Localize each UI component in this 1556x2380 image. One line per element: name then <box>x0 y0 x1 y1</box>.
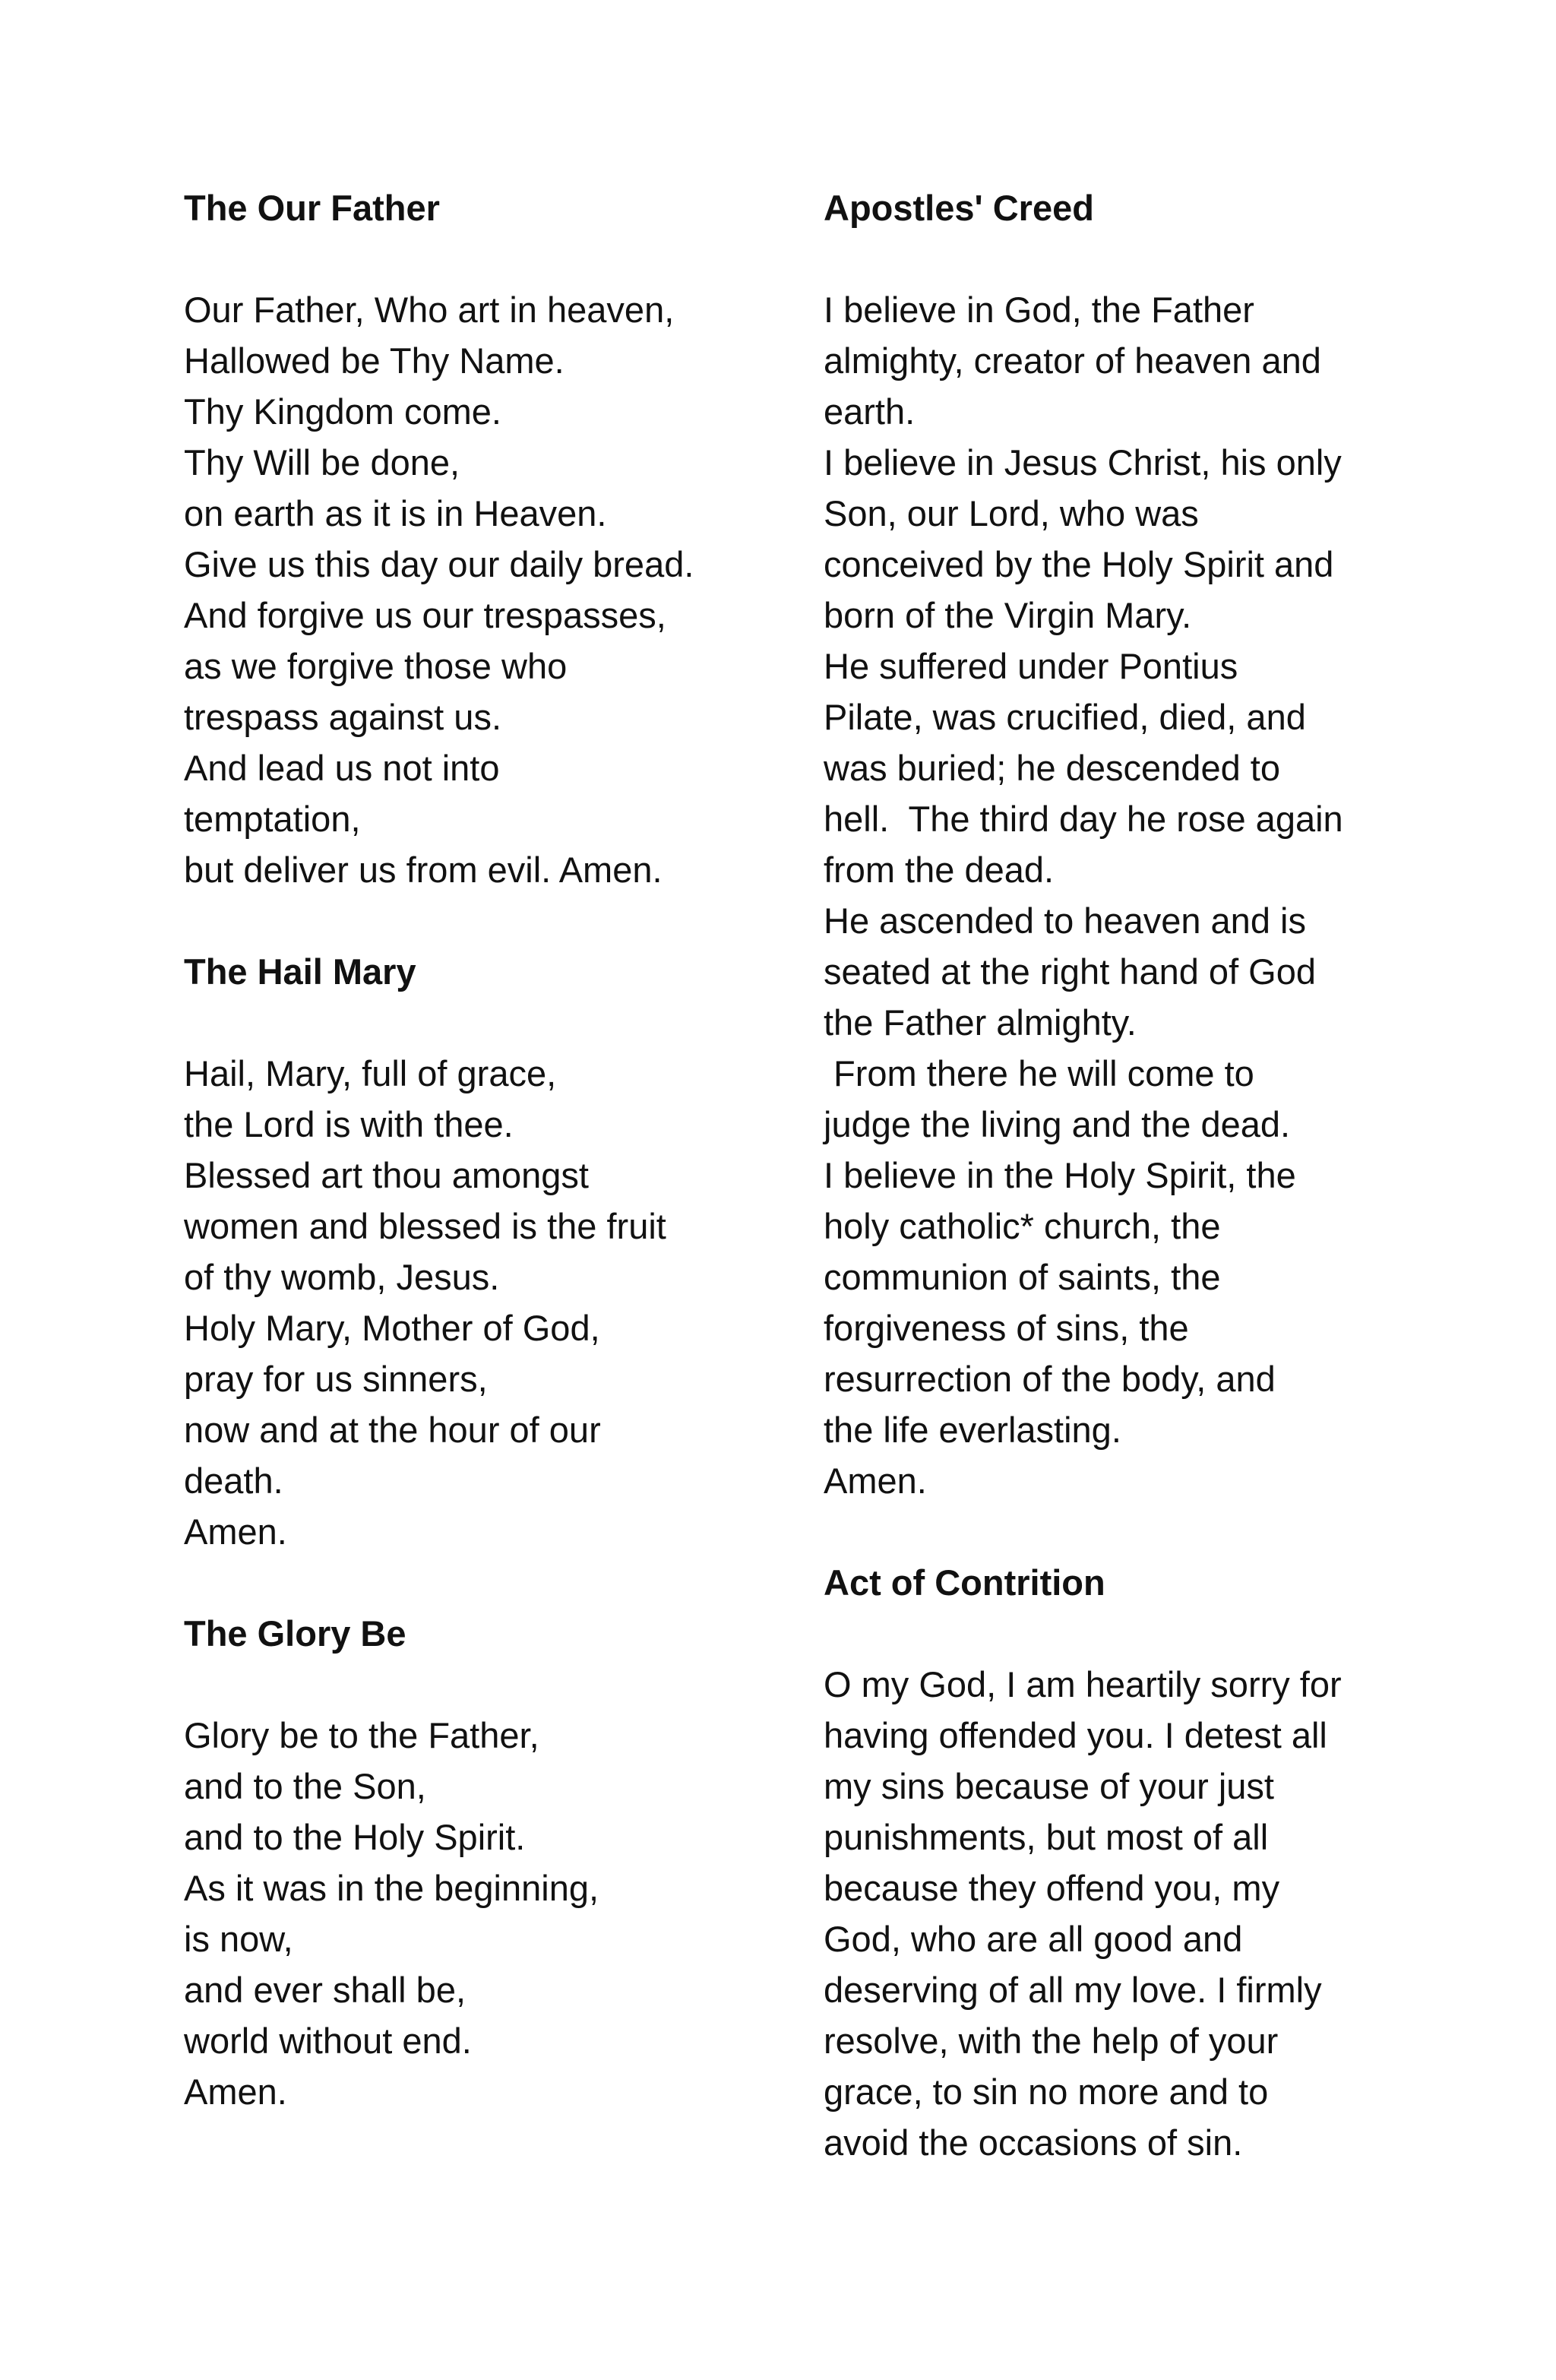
spacer <box>184 895 792 946</box>
prayer-line: from the dead. <box>824 850 1055 890</box>
prayer-line: Blessed art thou amongst <box>184 1155 589 1195</box>
section-title: Apostles' Creed <box>824 188 1094 228</box>
apostles-creed-section <box>824 182 1401 1506</box>
prayer-line: Pilate, was crucified, died, and <box>824 697 1306 737</box>
section-title: The Glory Be <box>184 1613 406 1654</box>
prayer-line: deserving of all my love. I firmly <box>824 1970 1322 2010</box>
act-of-contrition-section <box>824 1557 1401 2168</box>
prayer-line: trespass against us. <box>184 697 501 737</box>
spacer <box>824 233 1401 284</box>
section-title: The Our Father <box>184 188 440 228</box>
prayer-line: I believe in the Holy Spirit, the <box>824 1155 1296 1195</box>
prayer-text <box>184 1710 792 2117</box>
prayer-line: Amen. <box>184 1511 287 1552</box>
prayer-text <box>824 1659 1401 2168</box>
prayer-line: and to the Son, <box>184 1766 426 1806</box>
prayer-line: Son, our Lord, who was <box>824 493 1199 533</box>
prayer-line: seated at the right hand of God <box>824 951 1317 992</box>
spacer <box>184 997 792 1048</box>
prayer-line: of thy womb, Jesus. <box>184 1257 500 1297</box>
prayer-line: He suffered under Pontius <box>824 646 1238 686</box>
prayer-line: I believe in Jesus Christ, his only <box>824 442 1342 483</box>
prayer-line: Glory be to the Father, <box>184 1715 539 1755</box>
prayer-line: O my God, I am heartily sorry for <box>824 1664 1342 1704</box>
prayer-line: the Father almighty. <box>824 1002 1137 1043</box>
prayer-line: avoid the occasions of sin. <box>824 2122 1243 2163</box>
prayer-line: and ever shall be, <box>184 1970 466 2010</box>
prayer-line: pray for us sinners, <box>184 1359 488 1399</box>
prayer-line: God, who are all good and <box>824 1919 1243 1959</box>
prayer-line: women and blessed is the fruit <box>184 1206 666 1246</box>
prayer-line: as we forgive those who <box>184 646 568 686</box>
prayer-line: Hail, Mary, full of grace, <box>184 1053 557 1093</box>
right-column <box>824 182 1401 2168</box>
our-father-section <box>184 182 792 895</box>
prayer-line: Amen. <box>184 2071 287 2112</box>
prayer-line: Holy Mary, Mother of God, <box>184 1308 600 1348</box>
prayer-line: world without end. <box>184 2021 472 2061</box>
spacer <box>184 233 792 284</box>
left-column <box>184 182 792 2117</box>
prayer-line: I believe in God, the Father <box>824 290 1254 330</box>
spacer <box>824 1506 1401 1557</box>
prayer-line: born of the Virgin Mary. <box>824 595 1192 635</box>
prayer-text <box>184 1048 792 1557</box>
prayer-line: Hallowed be Thy Name. <box>184 340 565 381</box>
prayer-line: And lead us not into <box>184 748 500 788</box>
prayer-line: having offended you. I detest all <box>824 1715 1327 1755</box>
prayer-text <box>184 284 792 895</box>
prayer-line: but deliver us from evil. Amen. <box>184 850 663 890</box>
prayer-line: From there he will come to <box>824 1053 1254 1093</box>
hail-mary-section <box>184 946 792 1557</box>
prayer-line: resurrection of the body, and <box>824 1359 1276 1399</box>
section-title: Act of Contrition <box>824 1562 1105 1603</box>
prayer-line: Amen. <box>824 1461 927 1501</box>
prayer-line: Thy Kingdom come. <box>184 391 501 432</box>
spacer <box>184 1557 792 1608</box>
prayer-text <box>824 284 1401 1506</box>
prayer-line: now and at the hour of our <box>184 1410 601 1450</box>
glory-be-section <box>184 1608 792 2117</box>
prayer-line: forgiveness of sins, the <box>824 1308 1189 1348</box>
prayer-line: Thy Will be done, <box>184 442 460 483</box>
prayer-line: the Lord is with thee. <box>184 1104 514 1144</box>
prayer-line: because they offend you, my <box>824 1868 1280 1908</box>
prayer-line: communion of saints, the <box>824 1257 1221 1297</box>
prayer-line: hell. The third day he rose again <box>824 799 1343 839</box>
prayer-line: on earth as it is in Heaven. <box>184 493 607 533</box>
prayer-line: He ascended to heaven and is <box>824 900 1306 941</box>
prayer-line: resolve, with the help of your <box>824 2021 1279 2061</box>
prayer-line: holy catholic* church, the <box>824 1206 1221 1246</box>
prayer-line: temptation, <box>184 799 361 839</box>
section-title: The Hail Mary <box>184 951 416 992</box>
prayer-line: my sins because of your just <box>824 1766 1274 1806</box>
prayer-line: punishments, but most of all <box>824 1817 1269 1857</box>
spacer <box>824 1608 1401 1659</box>
prayer-line: conceived by the Holy Spirit and <box>824 544 1334 584</box>
prayer-line: Give us this day our daily bread. <box>184 544 694 584</box>
prayer-line: the life everlasting. <box>824 1410 1121 1450</box>
prayer-line: earth. <box>824 391 916 432</box>
prayer-line: Our Father, Who art in heaven, <box>184 290 675 330</box>
prayer-line: As it was in the beginning, <box>184 1868 599 1908</box>
spacer <box>184 1659 792 1710</box>
prayer-line: death. <box>184 1461 283 1501</box>
prayer-line: judge the living and the dead. <box>824 1104 1291 1144</box>
prayer-line: almighty, creator of heaven and <box>824 340 1321 381</box>
prayer-line: And forgive us our trespasses, <box>184 595 666 635</box>
prayer-line: is now, <box>184 1919 293 1959</box>
prayer-line: grace, to sin no more and to <box>824 2071 1269 2112</box>
prayer-line: and to the Holy Spirit. <box>184 1817 526 1857</box>
prayer-line: was buried; he descended to <box>824 748 1280 788</box>
